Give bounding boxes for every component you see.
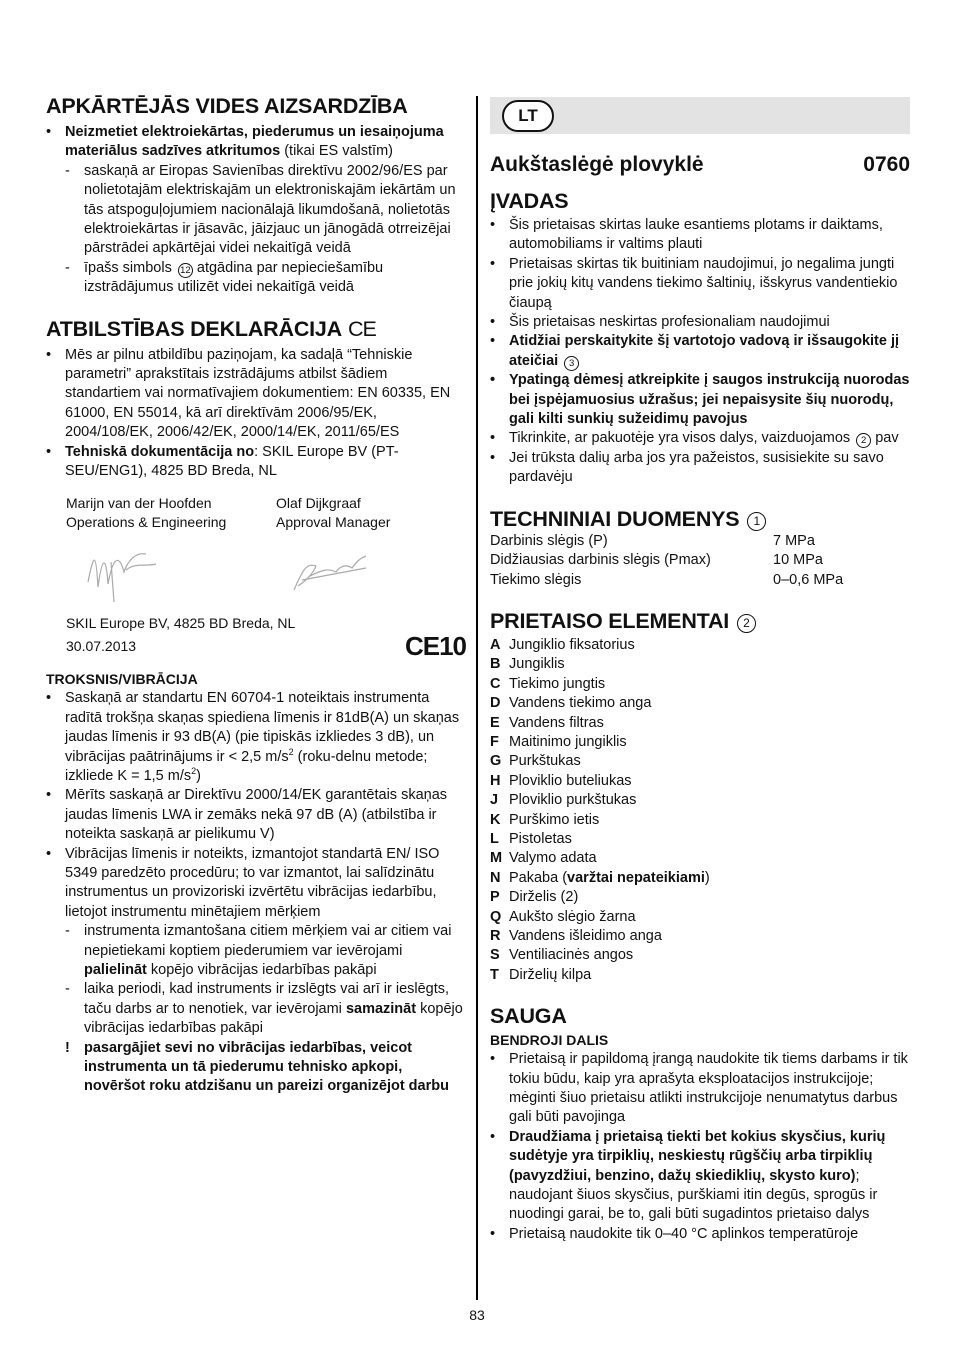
list-item: - instrumenta izmantošana citiem mērķiem vai ar citiem vai nepietiekami koptiem piederumiem var ievērojami palielināt kopējo vibrācijas iedarbības pakāpi [65, 923, 452, 978]
part-label: Maitinimo jungiklis [509, 733, 627, 750]
safety-subheading: BENDROJI DALIS [490, 1032, 609, 1049]
list-item: • Mērīts saskaņā ar Direktīvu 2000/14/EK garantētais skaņas jaudas līmenis LWA ir zemāks nekā 97 dB (A) (atbilstība ir noteikta saskaņā ar pielikumu V) [46, 787, 448, 843]
language-bar [490, 97, 910, 134]
part-label: Vandens išleidimo anga [509, 928, 662, 944]
tech-value: 0–0,6 MPa [773, 571, 844, 588]
part-key: H [490, 772, 501, 789]
part-label: Ventiliacinės angos [509, 947, 634, 964]
part-item [490, 869, 910, 888]
part-key: B [490, 656, 501, 673]
part-item [490, 888, 910, 907]
list-item: • Saskaņā ar standartu EN 60704-1 noteiktais instrumenta radītā trokšņa skaņas spiediena līmenis ir 81dB(A) un skaņas jaudas līmenis ir 93 dB(A) (pie tipiskās izkliedes 3 dB), un vibrācijas paātrinājums ir < 2,5 $m/s^2$ (roku-delnu metode; izkliede K = 1,5 $m/s^2$) [46, 690, 460, 784]
part-key: C [490, 675, 501, 692]
language-badge: LT [502, 100, 554, 132]
part-item [490, 791, 910, 810]
parts-heading: PRIETAISO ELEMENTAI 2 [490, 608, 910, 634]
figure-ref-2: 2 [737, 614, 756, 633]
part-item [490, 946, 910, 965]
tech-label: Tiekimo slėgis [490, 571, 582, 588]
part-label: Jungiklis [509, 656, 565, 673]
part-item [490, 636, 910, 655]
list-item: - saskaņā ar Eiropas Savienības direktīvu 2002/96/ES par nolietotajām elektriskajām un elektroniskajām iekārtām un tās atspoguļojumiem nacionālajā likumdošanā, nolietotās elektroiekārtas ir jāsavāc, jāizjauc un jānogādā otrreizējai pārstrādei apkārtējai videi nekaitīgā veidā [65, 162, 456, 257]
list-item: • Jei trūksta dalių arba jos yra pažeistos, susisiekite su savo pardavėju [490, 449, 884, 486]
part-item [490, 927, 910, 946]
ce10-mark-icon: CE10 [404, 630, 466, 661]
signatures [66, 532, 466, 614]
list-item: • Prietaisą naudokite tik 0–40 °C aplinkos temperatūroje [490, 1225, 859, 1242]
tech-row [490, 551, 910, 570]
part-key: F [490, 733, 499, 750]
part-item [490, 966, 910, 985]
part-label: Tiekimo jungtis [509, 675, 606, 692]
part-key: N [490, 869, 501, 886]
tech-value: 7 MPa [773, 532, 815, 549]
figure-ref-2: 2 [856, 433, 871, 448]
figure-ref-3: 3 [564, 356, 579, 371]
part-item [490, 772, 910, 791]
part-item [490, 733, 910, 752]
list-item: • Draudžiama į prietaisą tiekti bet kokius skysčius, kurių sudėtyje yra tirpiklių, neskiestų rūgščių arba tirpiklių (pavyzdžiui, benzino, dažų skiediklių, skysto kuro); naudojant šiuos skysčius, purškiami itin degūs, sprogūs ir nuodingi garai, be to, gali būti sugadintos prietaiso dalys [490, 1128, 886, 1223]
figure-ref-12: 12 [178, 263, 193, 278]
list-item: • Šis prietaisas skirtas lauke esantiems plotams ir daiktams, automobiliams ir valtims plauti [490, 217, 883, 253]
list-item: • Atidžiai perskaitykite šį vartotojo vadovą ir išsaugokite jį ateičiai 3 [490, 333, 900, 369]
part-label: Dirželių kilpa [509, 966, 592, 983]
part-key: T [490, 966, 499, 983]
list-item: ! pasargājiet sevi no vibrācijas iedarbības, veicot instrumenta un tā piederumu tehnisko apkopi, novēršot roku atdzišanu un pareizi organizējot darbu [65, 1039, 449, 1095]
tech-label: Didžiausias darbinis slėgis (Pmax) [490, 552, 711, 569]
part-item [490, 655, 910, 674]
part-key: A [490, 636, 501, 653]
ce-mark-icon: CE [348, 316, 376, 341]
declaration-heading: ATBILSTĪBAS DEKLARĀCIJA CE [46, 316, 376, 341]
part-label: Pistoletas [509, 830, 572, 847]
part-label: Vandens tiekimo anga [509, 695, 652, 712]
env-heading: APKĀRTĒJĀS VIDES AIZSARDZĪBA [46, 94, 408, 118]
tech-label: Darbinis slėgis (P) [490, 532, 608, 549]
date-row [66, 630, 466, 661]
part-label: Ploviklio buteliukas [509, 772, 632, 789]
signatory-1: Marijn van der Hoofden Operations & Engineering [66, 494, 227, 530]
list-item: • Prietaisas skirtas tik buitiniam naudojimui, jo negalima jungti prie jokių kitų vandens tiekimo šaltinių, išskyrus vandentiekio čiaupą [490, 255, 898, 311]
list-item: • Prietaisą ir papildomą įrangą naudokite tik tiems darbams ir tik tokiu būdu, kaip yra aprašyta eksploatacijos instrukcijoje; mėginti šiuo prietaisu atlikti instrukcijoje nenumatytus darbus gali būti pavojinga [490, 1051, 908, 1126]
part-label: Ploviklio purkštukas [509, 792, 637, 809]
page-number: 83 [469, 1307, 485, 1323]
part-label: Aukšto slėgio žarna [509, 908, 636, 925]
list-item: • Mēs ar pilnu atbildību paziņojam, ka sadaļā “Tehniskie parametri” aprakstītais izstrādājums atbilst šādiem standartiem vai normatīvajiem dokumentiem: EN 60335, EN 61000, EN 55014, kā arī direktīvām 2006/95/EK, 2004/108/EK, 2006/42/EK, 2000/14/EK, 2011/65/ES [46, 346, 451, 441]
part-key: D [490, 695, 501, 712]
list-item: • Vibrācijas līmenis ir noteikts, izmantojot standartā EN/ ISO 5349 paredzēto procedūru; to var izmantot, lai salīdzinātu instrumentus un provizoriski izvērtētu vibrācijas iedarbību, lietojot instrumentu minētajiem mērķiem [46, 845, 440, 920]
part-label: Dirželis (2) [509, 889, 579, 906]
handwritten-signature-icon [66, 532, 466, 614]
tech-table [490, 532, 910, 590]
part-key: P [490, 889, 500, 906]
part-key: R [490, 928, 501, 944]
part-key: S [490, 947, 500, 964]
product-title: Aukštaslėgė plovyklė 0760 [490, 153, 910, 176]
list-item: • Šis prietaisas neskirtas profesionaliam naudojimui [490, 314, 830, 331]
part-key: M [490, 850, 503, 867]
list-item: • Tikrinkite, ar pakuotėje yra visos dalys, vaizduojamos 2 pav [490, 430, 899, 447]
part-label: Purškimo ietis [509, 811, 600, 828]
tech-row [490, 571, 910, 590]
part-label: Purkštukas [509, 753, 581, 770]
part-item [490, 714, 910, 733]
list-item: - laika periodi, kad instruments ir izslēgts vai arī ir ieslēgts, taču darbs ar to nenotiek, var ievērojami samazināt kopējo vibrācijas iedarbības pakāpi [65, 981, 463, 1037]
part-item [490, 752, 910, 771]
part-item [490, 849, 910, 868]
intro-heading: ĮVADAS [490, 189, 569, 213]
part-key: E [490, 714, 500, 731]
list-item: • Tehniskā dokumentācija no: SKIL Europe BV (PT-SEU/ENG1), 4825 BD Breda, NL [46, 443, 399, 480]
signatory-2: Olaf Dijkgraaf Approval Manager [276, 494, 391, 530]
right-column [490, 97, 910, 1244]
column-divider [476, 96, 478, 1300]
part-label: Jungiklio fiksatorius [509, 636, 635, 653]
tech-row [490, 532, 910, 551]
figure-ref-1: 1 [747, 512, 766, 531]
noise-heading: TROKSNIS/VIBRĀCIJA [46, 671, 198, 688]
tech-heading: TECHNINIAI DUOMENYS 1 [490, 506, 910, 532]
parts-list [490, 636, 910, 985]
part-key: L [490, 830, 499, 847]
part-item [490, 694, 910, 713]
part-item [490, 675, 910, 694]
part-label: Vandens filtras [509, 714, 604, 731]
signatories [46, 494, 466, 532]
part-label: Valymo adata [509, 850, 597, 867]
list-item: • Neizmetiet elektroiekārtas, piederumus un iesaiņojuma materiālus sadzīves atkritumos (tikai ES valstīm) [46, 124, 444, 160]
date: 30.07.2013 [66, 637, 137, 654]
left-column [46, 93, 466, 1097]
part-key: J [490, 792, 499, 809]
part-item [490, 908, 910, 927]
tech-value: 10 MPa [773, 552, 823, 569]
part-key: Q [490, 908, 502, 925]
safety-heading: SAUGA [490, 1004, 567, 1029]
list-item: • Ypatingą dėmesį atkreipkite į saugos instrukciją nuorodas bei įspėjamuosius užrašus; jei nepaisysite šių nuorodų, gali kilti sunkių sužeidimų pavojus [490, 372, 910, 428]
part-label: Pakaba (varžtai nepateikiami) [509, 869, 710, 886]
part-item [490, 830, 910, 849]
company-address: SKIL Europe BV, 4825 BD Breda, NL [66, 614, 296, 631]
part-key: K [490, 811, 501, 828]
list-item: - īpašs simbols 12 atgādina par nepieciešamību izstrādājumus utilizēt videi nekaitīgā veidā [65, 259, 384, 296]
part-item [490, 811, 910, 830]
part-key: G [490, 753, 502, 770]
